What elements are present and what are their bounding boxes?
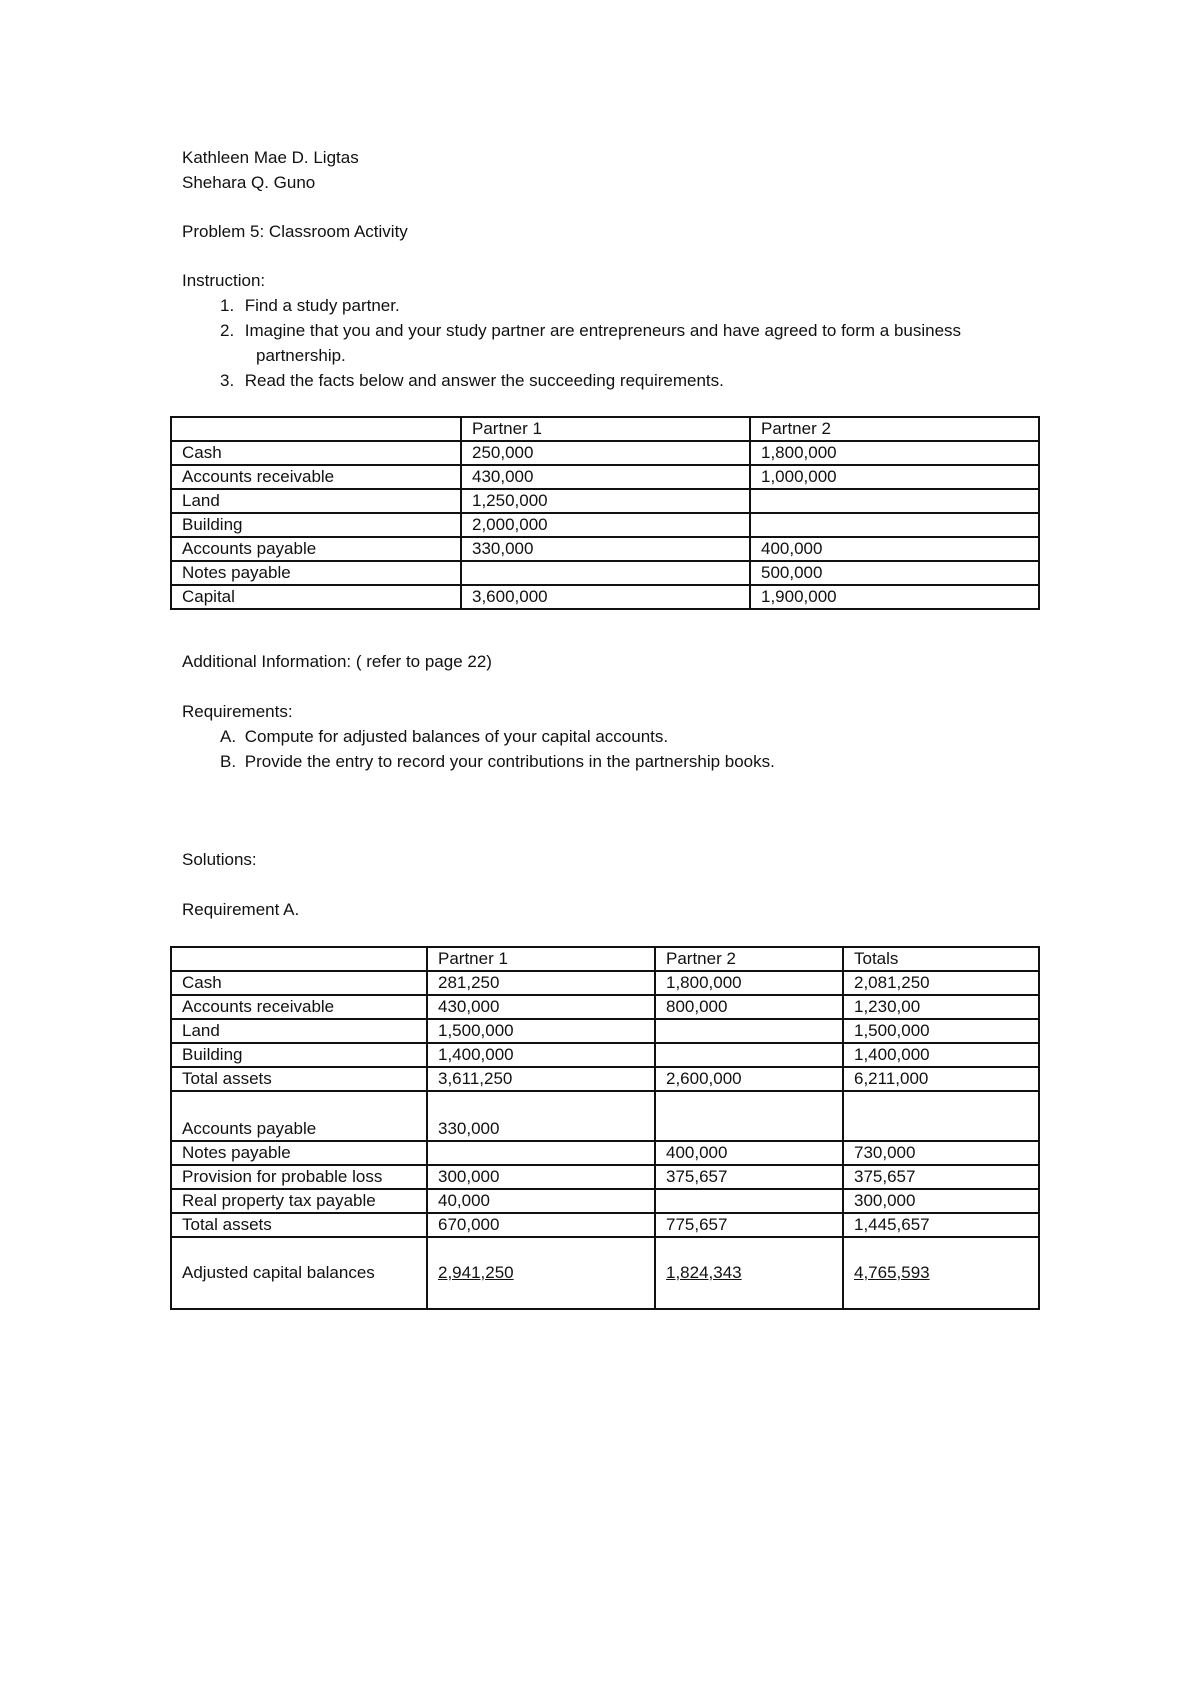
row-label: Notes payable	[171, 561, 461, 585]
table-cell: 330,000	[461, 537, 750, 561]
table-row	[171, 489, 1039, 513]
table-row	[171, 1189, 1039, 1213]
table-cell	[750, 513, 1039, 537]
table-row	[171, 561, 1039, 585]
table-cell: 775,657	[655, 1213, 843, 1237]
solution-table	[170, 946, 1040, 1310]
table-cell: 1,400,000	[843, 1043, 1039, 1067]
instruction-item-1	[220, 296, 400, 316]
row-label: Total assets	[171, 1067, 427, 1091]
instruction-item-2	[220, 321, 961, 341]
table-header-row	[171, 947, 1039, 971]
list-letter: B.	[220, 752, 237, 771]
table-cell: 430,000	[427, 995, 655, 1019]
requirement-a-label: Requirement A.	[182, 900, 300, 919]
row-label: Total assets	[171, 1213, 427, 1237]
table-cell: 1,500,000	[843, 1019, 1039, 1043]
table-cell: 3,600,000	[461, 585, 750, 609]
table-row	[171, 585, 1039, 609]
table-cell: 2,000,000	[461, 513, 750, 537]
header-cell: Partner 1	[427, 947, 655, 971]
table-cell: 300,000	[427, 1165, 655, 1189]
header-cell: Partner 2	[655, 947, 843, 971]
row-label: Capital	[171, 585, 461, 609]
facts-table	[170, 416, 1040, 610]
table-cell: 40,000	[427, 1189, 655, 1213]
table-cell	[655, 1019, 843, 1043]
row-label: Notes payable	[171, 1141, 427, 1165]
table-cell: 281,250	[427, 971, 655, 995]
instruction-item-3	[220, 371, 724, 391]
table-cell: 730,000	[843, 1141, 1039, 1165]
table-cell: 300,000	[843, 1189, 1039, 1213]
list-text: Read the facts below and answer the succeeding requirements.	[244, 371, 724, 390]
row-label: Land	[171, 1019, 427, 1043]
table-cell	[427, 1141, 655, 1165]
table-cell: 3,611,250	[427, 1067, 655, 1091]
table-row	[171, 441, 1039, 465]
row-label: Land	[171, 489, 461, 513]
table-cell: 1,230,00	[843, 995, 1039, 1019]
instruction-label: Instruction:	[182, 271, 266, 290]
table-row	[171, 995, 1039, 1019]
list-letter: A.	[220, 727, 237, 746]
table-cell: 1,250,000	[461, 489, 750, 513]
table-cell: 800,000	[655, 995, 843, 1019]
instruction-item-2-continuation: partnership.	[256, 346, 346, 365]
table-cell: 1,500,000	[427, 1019, 655, 1043]
table-row	[171, 1213, 1039, 1237]
header-cell	[171, 417, 461, 441]
list-text: Compute for adjusted balances of your capital accounts.	[244, 727, 669, 746]
header-cell: Partner 2	[750, 417, 1039, 441]
table-row	[171, 465, 1039, 489]
table-cell	[843, 1091, 1039, 1141]
row-label: Adjusted capital balances	[171, 1237, 427, 1309]
table-cell: 1,000,000	[750, 465, 1039, 489]
table-cell: 1,900,000	[750, 585, 1039, 609]
row-label: Accounts payable	[171, 1091, 427, 1141]
adjusted-capital-partner-1: 2,941,250	[438, 1263, 514, 1282]
table-cell: 1,800,000	[750, 441, 1039, 465]
table-row	[171, 1091, 1039, 1141]
requirements-label: Requirements:	[182, 702, 293, 721]
table-row	[171, 1165, 1039, 1189]
table-row	[171, 971, 1039, 995]
row-label: Provision for probable loss	[171, 1165, 427, 1189]
row-label: Accounts receivable	[171, 465, 461, 489]
table-cell	[461, 561, 750, 585]
adjusted-capital-total: 4,765,593	[854, 1263, 930, 1282]
author-name-2: Shehara Q. Guno	[182, 173, 316, 192]
table-cell: 1,400,000	[427, 1043, 655, 1067]
row-label: Cash	[171, 971, 427, 995]
requirement-item-b	[220, 752, 775, 772]
row-label: Cash	[171, 441, 461, 465]
table-cell: 430,000	[461, 465, 750, 489]
header-cell	[171, 947, 427, 971]
table-row	[171, 513, 1039, 537]
list-number: 3.	[220, 371, 235, 390]
table-cell: 250,000	[461, 441, 750, 465]
list-number: 2.	[220, 321, 235, 340]
table-cell: 400,000	[750, 537, 1039, 561]
table-cell	[655, 1043, 843, 1067]
row-label: Building	[171, 1043, 427, 1067]
table-cell: 6,211,000	[843, 1067, 1039, 1091]
table-cell: 375,657	[843, 1165, 1039, 1189]
header-cell: Totals	[843, 947, 1039, 971]
table-cell: 2,600,000	[655, 1067, 843, 1091]
table-cell: 1,800,000	[655, 971, 843, 995]
author-name-1: Kathleen Mae D. Ligtas	[182, 148, 359, 167]
header-cell: Partner 1	[461, 417, 750, 441]
table-cell	[750, 489, 1039, 513]
row-label: Building	[171, 513, 461, 537]
additional-information: Additional Information: ( refer to page 22)	[182, 652, 492, 671]
requirement-item-a	[220, 727, 668, 747]
table-cell	[655, 1189, 843, 1213]
solutions-label: Solutions:	[182, 850, 257, 869]
list-text: Provide the entry to record your contributions in the partnership books.	[244, 752, 775, 771]
list-text: Imagine that you and your study partner are entrepreneurs and have agreed to form a business	[244, 321, 962, 340]
table-cell: 670,000	[427, 1213, 655, 1237]
table-row	[171, 1237, 1039, 1309]
table-row	[171, 537, 1039, 561]
table-row	[171, 1067, 1039, 1091]
row-label: Real property tax payable	[171, 1189, 427, 1213]
table-cell	[655, 1091, 843, 1141]
adjusted-capital-partner-2: 1,824,343	[666, 1263, 742, 1282]
table-cell: 2,081,250	[843, 971, 1039, 995]
table-cell: 375,657	[655, 1165, 843, 1189]
table-cell: 500,000	[750, 561, 1039, 585]
table-header-row	[171, 417, 1039, 441]
table-row	[171, 1019, 1039, 1043]
table-cell: 330,000	[427, 1091, 655, 1141]
table-cell: 400,000	[655, 1141, 843, 1165]
table-row	[171, 1043, 1039, 1067]
row-label: Accounts receivable	[171, 995, 427, 1019]
table-cell: 1,445,657	[843, 1213, 1039, 1237]
list-number: 1.	[220, 296, 235, 315]
problem-title: Problem 5: Classroom Activity	[182, 222, 408, 241]
row-label: Accounts payable	[171, 537, 461, 561]
table-row	[171, 1141, 1039, 1165]
list-text: Find a study partner.	[244, 296, 400, 315]
